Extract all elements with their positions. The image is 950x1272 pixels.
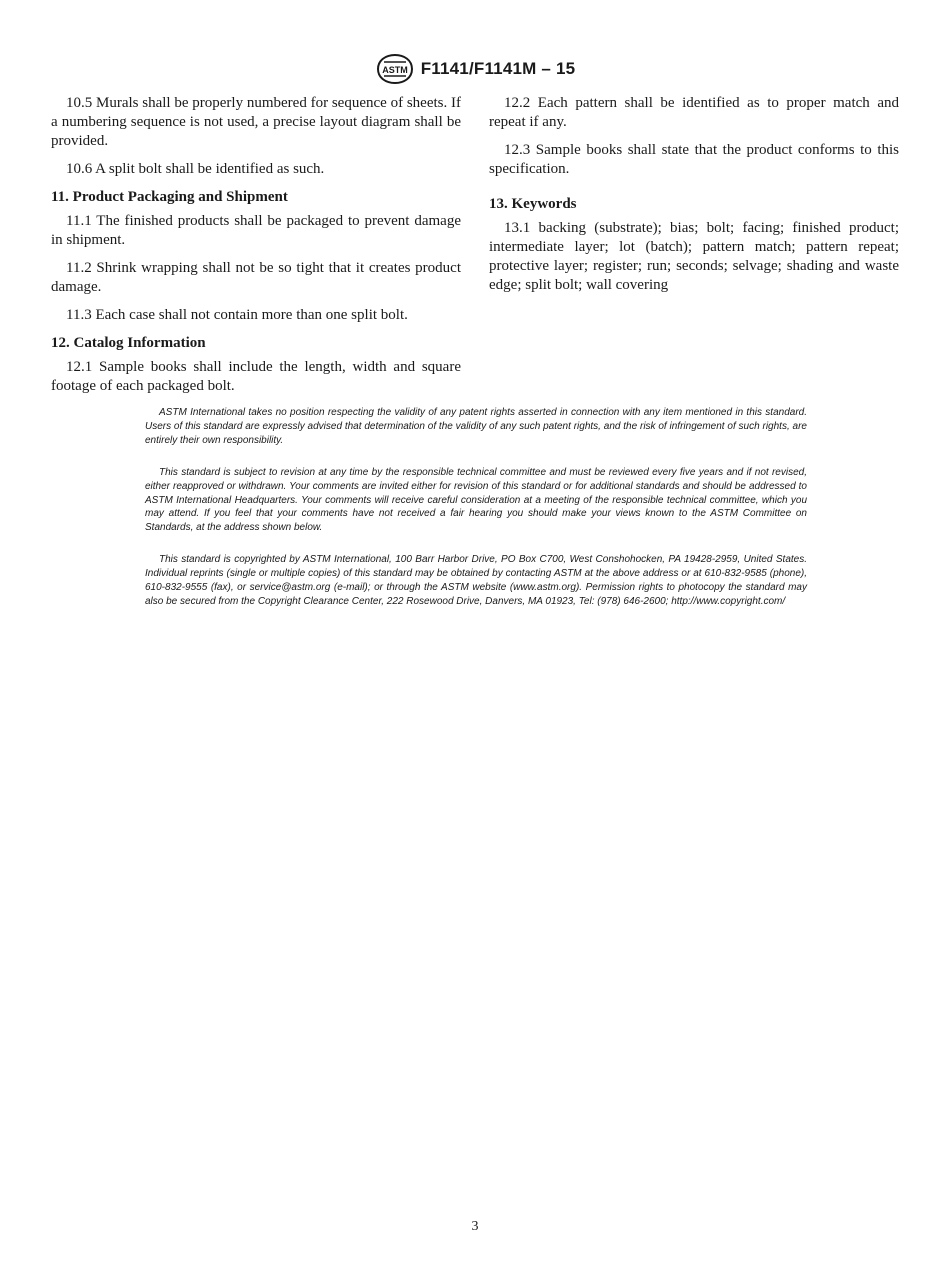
paragraph-13-1: 13.1 backing (substrate); bias; bolt; facing; finished product; intermediate layer; lot (batch); pattern match; pattern repeat; protective layer; register; run; seconds; selvage; shading and waste edge; split bolt; wall covering bbox=[489, 220, 899, 293]
page-header bbox=[0, 52, 950, 86]
paragraph-10-6: 10.6 A split bolt shall be identified as such. bbox=[66, 161, 325, 177]
paragraph-12-1: 12.1 Sample books shall include the length, width and square footage of each packaged bolt. bbox=[51, 359, 461, 394]
section-11-heading: 11. Product Packaging and Shipment bbox=[51, 189, 288, 205]
patent-notice: ASTM International takes no position respecting the validity of any patent rights asserted in connection with any item mentioned in this standard. Users of this standard are expressly advised that determination of the validity of any such patent rights, and the risk of infringement of such rights, are entirely their own responsibility. bbox=[145, 407, 807, 446]
section-13-heading: 13. Keywords bbox=[489, 196, 577, 212]
section-12-heading: 12. Catalog Information bbox=[51, 335, 206, 351]
paragraph-10-5: 10.5 Murals shall be properly numbered for sequence of sheets. If a numbering sequence is not used, a precise layout diagram shall be provided. bbox=[51, 95, 461, 149]
paragraph-11-2: 11.2 Shrink wrapping shall not be so tight that it creates product damage. bbox=[51, 260, 461, 295]
document-id: F1141/F1141M – 15 bbox=[420, 59, 576, 78]
paragraph-12-3: 12.3 Sample books shall state that the product conforms to this specification. bbox=[489, 142, 899, 177]
legal-notices bbox=[145, 406, 807, 627]
page-number: 3 bbox=[471, 1219, 479, 1234]
copyright-notice: This standard is copyrighted by ASTM International, 100 Barr Harbor Drive, PO Box C700, West Conshohocken, PA 19428-2959, United States. Individual reprints (single or multiple copies) of this standard may be obtained by contacting ASTM at the above address or at 610-832-9585 (phone), 610-832-9555 (fax), or service@astm.org (e-mail); or through the ASTM website (www.astm.org). Permission rights to photocopy the standard may also be secured from the Copyright Clearance Center, 222 Rosewood Drive, Danvers, MA 01923, Tel: (978) 646-2600; http://www.copyright.com/ bbox=[145, 554, 807, 607]
revision-notice: This standard is subject to revision at any time by the responsible technical committee and must be reviewed every five years and if not revised, either reapproved or withdrawn. Your comments are invited either for revision of this standard or for additional standards and should be addressed to ASTM International Headquarters. Your comments will receive careful consideration at a meeting of the responsible technical committee, which you may attend. If you feel that your comments have not received a fair hearing you should make your views known to the ASTM Committee on Standards, at the address shown below. bbox=[145, 466, 807, 534]
paragraph-11-3: 11.3 Each case shall not contain more than one split bolt. bbox=[66, 307, 408, 323]
svg-text:ASTM: ASTM bbox=[381, 65, 408, 75]
right-column bbox=[489, 94, 899, 304]
left-column bbox=[51, 94, 461, 405]
paragraph-12-2: 12.2 Each pattern shall be identified as to proper match and repeat if any. bbox=[489, 95, 899, 130]
astm-logo-icon bbox=[375, 52, 415, 86]
paragraph-11-1: 11.1 The finished products shall be packaged to prevent damage in shipment. bbox=[51, 213, 461, 248]
